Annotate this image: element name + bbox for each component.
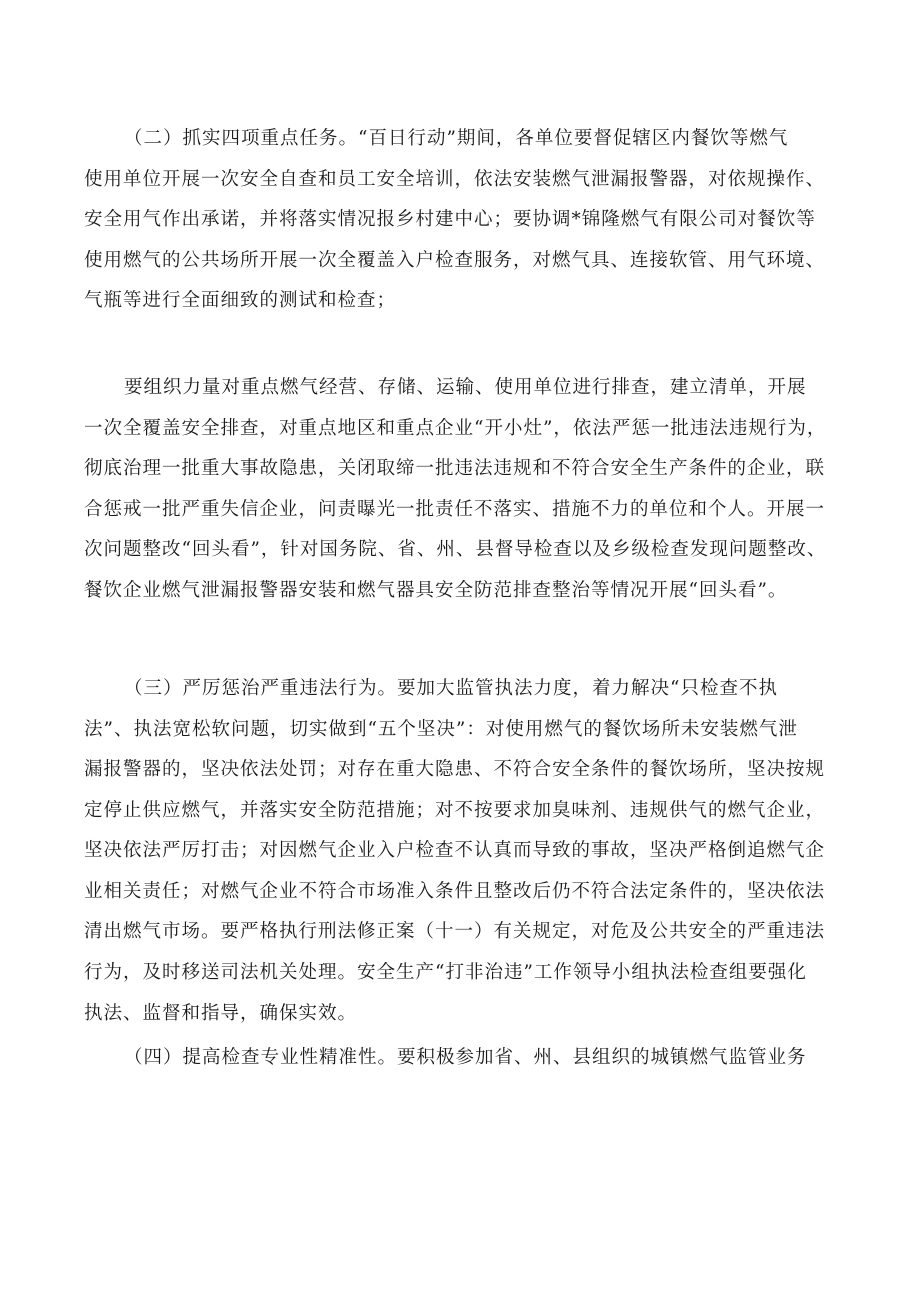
text-line: 次问题整改“回头看”，针对国务院、省、州、县督导检查以及乡级检查发现问题整改、 — [84, 539, 827, 560]
text-line: 一次全覆盖安全排查，对重点地区和重点企业“开小灶”，依法严惩一批违法违规行为， — [84, 418, 827, 439]
text-line: 使用单位开展一次安全自查和员工安全培训，依法安装燃气泄漏报警器，对依规操作、 — [84, 169, 826, 190]
text-line: 清出燃气市场。要严格执行刑法修正案（十一）有关规定，对危及公共安全的严重违法 — [84, 921, 826, 942]
text-line: 坚决依法严厉打击；对因燃气企业入户检查不认真而导致的事故，坚决严格倒追燃气企 — [84, 840, 826, 861]
text-line: （二）抓实四项重点任务。“百日行动”期间，各单位要督促辖区内餐饮等燃气 — [124, 128, 789, 149]
text-line: 要组织力量对重点燃气经营、存储、运输、使用单位进行排查，建立清单，开展 — [124, 377, 807, 398]
text-line: 餐饮企业燃气泄漏报警器安装和燃气器具安全防范排查整治等情况开展“回头看”。 — [84, 580, 788, 601]
text-line: 气瓶等进行全面细致的测试和检查； — [84, 290, 397, 311]
text-line: 执法、监督和指导，确保实效。 — [84, 1003, 358, 1024]
paragraph-inspection — [84, 374, 844, 614]
paragraph-task-four — [84, 1044, 844, 1084]
text-line: 业相关责任；对燃气企业不符合市场准入条件且整改后仍不符合法定条件的，坚决依法 — [84, 881, 826, 902]
text-line: （四）提高检查专业性精准性。要积极参加省、州、县组织的城镇燃气监管业务 — [124, 1047, 807, 1068]
paragraph-task-two — [84, 125, 844, 325]
text-line: 彻底治理一批重大事故隐患，关闭取缔一批违法违规和不符合安全生产条件的企业，联 — [84, 458, 826, 479]
text-line: 定停止供应燃气，并落实安全防范措施；对不按要求加臭味剂、违规供气的燃气企业， — [84, 800, 826, 821]
paragraph-task-three — [84, 675, 844, 1045]
text-line: 安全用气作出承诺，并将落实情况报乡村建中心；要协调*锦隆燃气有限公司对餐饮等 — [84, 209, 816, 230]
text-line: 法”、执法宽松软问题，切实做到“五个坚决”：对使用燃气的餐饮场所未安装燃气泄 — [84, 719, 798, 740]
text-line: 行为，及时移送司法机关处理。安全生产“打非治违”工作领导小组执法检查组要强化 — [84, 962, 807, 983]
text-line: （三）严厉惩治严重违法行为。要加大监管执法力度，着力解决“只检查不执 — [124, 678, 778, 699]
text-line: 合惩戒一批严重失信企业，问责曝光一批责任不落实、措施不力的单位和个人。开展一 — [84, 499, 826, 520]
text-line: 使用燃气的公共场所开展一次全覆盖入户检查服务，对燃气具、连接软管、用气环境、 — [84, 250, 826, 271]
text-line: 漏报警器的，坚决依法处罚；对存在重大隐患、不符合安全条件的餐饮场所，坚决按规 — [84, 759, 826, 780]
